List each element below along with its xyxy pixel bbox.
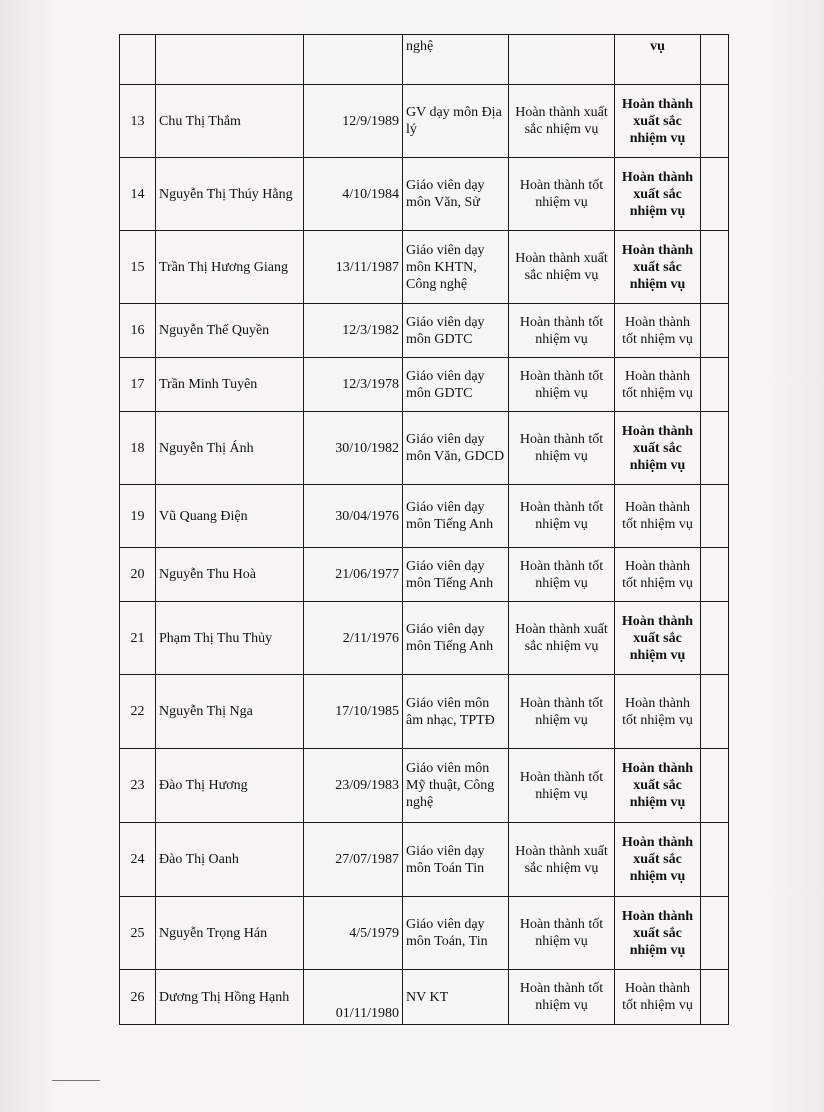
self-eval-cell: Hoàn thành tốt nhiệm vụ [509,485,615,548]
table-row-continued [120,35,729,85]
note-cell [701,412,729,485]
self-eval-cell: Hoàn thành xuất sắc nhiệm vụ [509,823,615,897]
stt-cell: 19 [120,485,156,548]
stt-cell: 24 [120,823,156,897]
eval-cell: Hoàn thành tốt nhiệm vụ [615,485,701,548]
table-row [120,485,729,548]
name-cell [156,35,304,85]
dob-cell: 2/11/1976 [304,602,403,675]
eval-cell: Hoàn thành tốt nhiệm vụ [615,548,701,602]
dob-cell: 4/10/1984 [304,158,403,231]
stt-cell [120,35,156,85]
dob-cell [304,35,403,85]
eval-cell: Hoàn thành xuất sắc nhiệm vụ [615,823,701,897]
table-row [120,304,729,358]
table-row [120,548,729,602]
self-eval-cell [509,35,615,85]
dob-cell: 21/06/1977 [304,548,403,602]
eval-cell: Hoàn thành xuất sắc nhiệm vụ [615,897,701,970]
note-cell [701,358,729,412]
table-row [120,897,729,970]
table-row [120,970,729,1025]
job-cell: Giáo viên dạy môn KHTN, Công nghệ [403,231,509,304]
eval-cell: Hoàn thành xuất sắc nhiệm vụ [615,158,701,231]
note-cell [701,823,729,897]
job-cell: NV KT [403,970,509,1025]
dob-cell: 01/11/1980 [304,970,403,1025]
table-row [120,823,729,897]
eval-cell: Hoàn thành tốt nhiệm vụ [615,675,701,749]
name-cell: Chu Thị Thắm [156,85,304,158]
self-eval-cell: Hoàn thành tốt nhiệm vụ [509,412,615,485]
name-cell: Nguyễn Thị Thúy Hằng [156,158,304,231]
name-cell: Đào Thị Hương [156,749,304,823]
self-eval-cell: Hoàn thành tốt nhiệm vụ [509,548,615,602]
stt-cell: 14 [120,158,156,231]
self-eval-cell: Hoàn thành tốt nhiệm vụ [509,970,615,1025]
job-cell: Giáo viên dạy môn Văn, GDCD [403,412,509,485]
staff-evaluation-table [119,34,729,1025]
note-cell [701,35,729,85]
note-cell [701,304,729,358]
self-eval-cell: Hoàn thành tốt nhiệm vụ [509,358,615,412]
self-eval-cell: Hoàn thành xuất sắc nhiệm vụ [509,231,615,304]
job-cell: Giáo viên dạy môn Toán, Tin [403,897,509,970]
eval-cell: Hoàn thành xuất sắc nhiệm vụ [615,602,701,675]
stt-cell: 23 [120,749,156,823]
table-row [120,602,729,675]
note-cell [701,85,729,158]
note-cell [701,548,729,602]
job-cell: Giáo viên dạy môn GDTC [403,358,509,412]
self-eval-cell: Hoàn thành tốt nhiệm vụ [509,897,615,970]
stt-cell: 20 [120,548,156,602]
stt-cell: 25 [120,897,156,970]
stt-cell: 21 [120,602,156,675]
name-cell: Trần Minh Tuyên [156,358,304,412]
dob-cell: 12/3/1982 [304,304,403,358]
job-cell: Giáo viên dạy môn Tiếng Anh [403,602,509,675]
name-cell: Nguyễn Thu Hoà [156,548,304,602]
name-cell: Nguyễn Thị Nga [156,675,304,749]
job-cell: Giáo viên dạy môn Tiếng Anh [403,485,509,548]
dob-cell: 4/5/1979 [304,897,403,970]
stt-cell: 17 [120,358,156,412]
stt-cell: 13 [120,85,156,158]
table-row [120,85,729,158]
note-cell [701,485,729,548]
self-eval-cell: Hoàn thành xuất sắc nhiệm vụ [509,602,615,675]
note-cell [701,158,729,231]
stt-cell: 15 [120,231,156,304]
job-cell: Giáo viên dạy môn Văn, Sử [403,158,509,231]
self-eval-cell: Hoàn thành xuất sắc nhiệm vụ [509,85,615,158]
name-cell: Đào Thị Oanh [156,823,304,897]
dob-cell: 13/11/1987 [304,231,403,304]
job-cell: GV dạy môn Địa lý [403,85,509,158]
stt-cell: 22 [120,675,156,749]
stt-cell: 16 [120,304,156,358]
table-row [120,158,729,231]
job-cell: Giáo viên môn âm nhạc, TPTĐ [403,675,509,749]
note-cell [701,602,729,675]
note-cell [701,749,729,823]
eval-cell: Hoàn thành tốt nhiệm vụ [615,970,701,1025]
dob-cell: 17/10/1985 [304,675,403,749]
stt-cell: 26 [120,970,156,1025]
job-cell: Giáo viên dạy môn GDTC [403,304,509,358]
name-cell: Dương Thị Hồng Hạnh [156,970,304,1025]
eval-cell: Hoàn thành xuất sắc nhiệm vụ [615,231,701,304]
self-eval-cell: Hoàn thành tốt nhiệm vụ [509,749,615,823]
job-cell: Giáo viên môn Mỹ thuật, Công nghệ [403,749,509,823]
stt-cell: 18 [120,412,156,485]
table-row [120,358,729,412]
note-cell [701,970,729,1025]
name-cell: Nguyễn Trọng Hán [156,897,304,970]
note-cell [701,897,729,970]
dob-cell: 30/04/1976 [304,485,403,548]
table-row [120,749,729,823]
dob-cell: 12/9/1989 [304,85,403,158]
self-eval-cell: Hoàn thành tốt nhiệm vụ [509,675,615,749]
eval-cell: Hoàn thành xuất sắc nhiệm vụ [615,412,701,485]
name-cell: Nguyễn Thị Ánh [156,412,304,485]
table-row [120,231,729,304]
self-eval-cell: Hoàn thành tốt nhiệm vụ [509,304,615,358]
name-cell: Nguyễn Thế Quyền [156,304,304,358]
dob-cell: 12/3/1978 [304,358,403,412]
eval-cell: Hoàn thành xuất sắc nhiệm vụ [615,749,701,823]
eval-cell: Hoàn thành xuất sắc nhiệm vụ [615,85,701,158]
note-cell [701,675,729,749]
name-cell: Vũ Quang Điện [156,485,304,548]
table-row [120,412,729,485]
dob-cell: 27/07/1987 [304,823,403,897]
dob-cell: 30/10/1982 [304,412,403,485]
eval-cell: Hoàn thành tốt nhiệm vụ [615,358,701,412]
job-cell: Giáo viên dạy môn Toán Tin [403,823,509,897]
eval-cell: Hoàn thành tốt nhiệm vụ [615,304,701,358]
dob-cell: 23/09/1983 [304,749,403,823]
job-cell: nghệ [403,35,509,85]
note-cell [701,231,729,304]
eval-cell: vụ [615,35,701,85]
name-cell: Phạm Thị Thu Thủy [156,602,304,675]
name-cell: Trần Thị Hương Giang [156,231,304,304]
self-eval-cell: Hoàn thành tốt nhiệm vụ [509,158,615,231]
footer-rule [52,1080,100,1081]
table-row [120,675,729,749]
job-cell: Giáo viên dạy môn Tiếng Anh [403,548,509,602]
